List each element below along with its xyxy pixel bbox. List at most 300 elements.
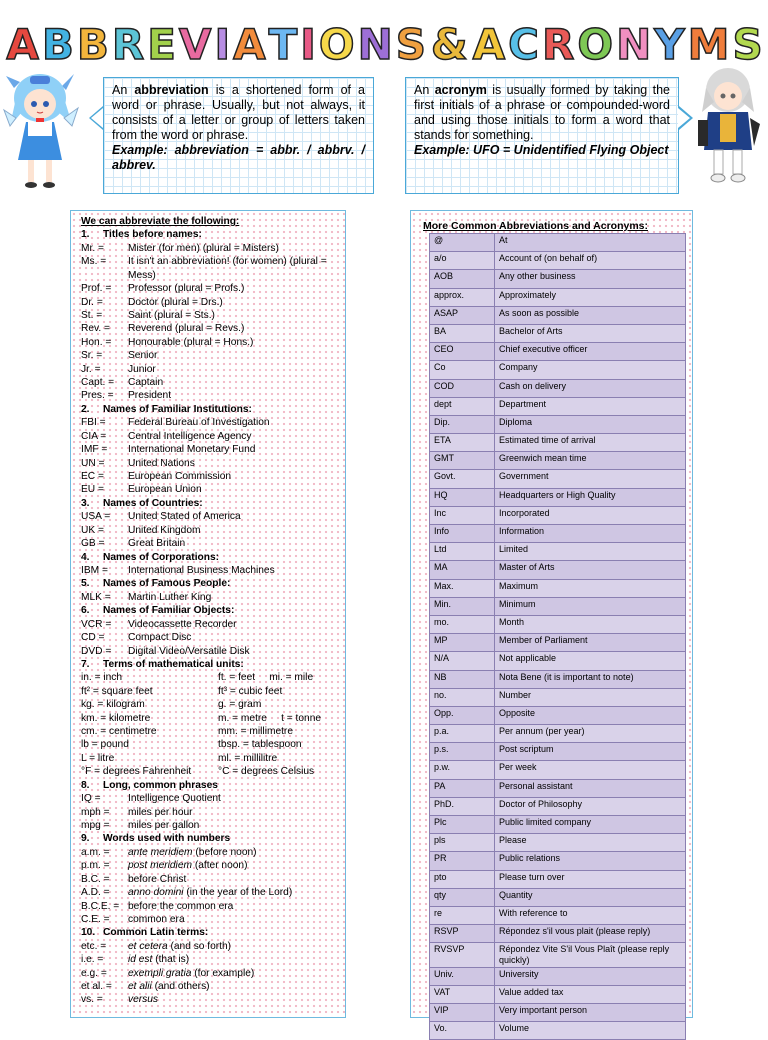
meaning-text: United Nations xyxy=(128,457,195,469)
acronym-pre: An xyxy=(414,83,435,97)
list-item xyxy=(81,980,345,993)
list-item xyxy=(81,806,345,819)
abbreviation-meaning xyxy=(128,309,333,322)
abbreviation-term: VCR = xyxy=(81,618,112,630)
list-item xyxy=(81,819,345,832)
table-meaning: Greenwich mean time xyxy=(495,452,686,470)
abbreviation-term: Capt. = xyxy=(81,377,115,389)
page-title xyxy=(6,18,764,70)
unit-item: kg. = kilogram xyxy=(81,699,145,711)
table-meaning: Public limited company xyxy=(495,816,686,834)
table-meaning: Very important person xyxy=(495,1003,686,1021)
abbreviation-term: B.C.E. = xyxy=(81,900,120,912)
abbreviation-meaning xyxy=(128,913,333,926)
table-abbreviation: pto xyxy=(430,870,495,888)
table-meaning: Doctor of Philosophy xyxy=(495,797,686,815)
section-title: Terms of mathematical units: xyxy=(103,658,244,670)
title-letter: O xyxy=(318,19,356,69)
meaning-text: (that is) xyxy=(152,954,190,966)
abbreviation-term: etc. = xyxy=(81,940,107,952)
unit-pair-row xyxy=(81,752,345,765)
table-abbreviation: CEO xyxy=(430,343,495,361)
meaning-text: Captain xyxy=(128,377,164,389)
meaning-text: (before noon) xyxy=(192,846,257,858)
meaning-text: International Monetary Fund xyxy=(128,444,256,456)
abbreviation-meaning xyxy=(128,296,333,309)
abbreviation-example: Example: abbreviation = abbr. / abbrv. / abbrev. xyxy=(112,143,365,172)
acronym-definition-box xyxy=(405,77,679,194)
unit-pair-row xyxy=(81,712,345,725)
table-abbreviation: BA xyxy=(430,324,495,342)
table-meaning: Cash on delivery xyxy=(495,379,686,397)
unit-pair-row xyxy=(81,725,345,738)
abbreviation-term: Mr. = xyxy=(81,242,104,254)
abbreviation-meaning xyxy=(128,457,333,470)
section-number: 6. xyxy=(81,605,90,617)
table-abbreviation: MP xyxy=(430,634,495,652)
list-item xyxy=(81,309,345,322)
section-number: 5. xyxy=(81,578,90,590)
latin-phrase: anno domini xyxy=(128,887,184,899)
latin-phrase: ante meridiem xyxy=(128,846,193,858)
table-meaning: Month xyxy=(495,615,686,633)
table-meaning: Any other business xyxy=(495,270,686,288)
table-meaning: Value added tax xyxy=(495,985,686,1003)
table-row xyxy=(430,779,686,797)
meaning-text: United Kingdom xyxy=(128,524,201,536)
abbreviation-term: a.m. = xyxy=(81,846,110,858)
list-item xyxy=(81,510,345,523)
abbreviation-term: GB = xyxy=(81,538,105,550)
title-letter: I xyxy=(214,19,232,69)
table-row xyxy=(430,761,686,779)
abbreviation-meaning xyxy=(128,819,333,832)
list-item xyxy=(81,940,345,953)
table-abbreviation: Ltd xyxy=(430,543,495,561)
table-meaning: Nota Bene (it is important to note) xyxy=(495,670,686,688)
abbreviation-term: Ms. = xyxy=(81,256,107,268)
acronym-bubble-tail-inner xyxy=(678,108,690,128)
abbreviation-meaning xyxy=(128,322,333,335)
table-meaning: Account of (on behalf of) xyxy=(495,252,686,270)
unit-item: km. = kilometre xyxy=(81,712,151,724)
table-meaning: Master of Arts xyxy=(495,561,686,579)
table-meaning: Diploma xyxy=(495,415,686,433)
list-item xyxy=(81,900,345,913)
title-letter: M xyxy=(687,19,731,69)
abbreviation-term: EU = xyxy=(81,484,104,496)
unit-pair-row xyxy=(81,685,345,698)
meaning-text: Great Britain xyxy=(128,538,186,550)
table-abbreviation: Min. xyxy=(430,597,495,615)
acronym-example: Example: UFO = Unidentified Flying Object xyxy=(414,143,669,157)
section-heading xyxy=(81,658,345,671)
unit-item: °F = degrees Fahrenheit xyxy=(81,766,192,778)
title-letter: A xyxy=(472,19,507,69)
abbreviation-categories-list xyxy=(70,210,346,1018)
table-row xyxy=(430,597,686,615)
meaning-text: President xyxy=(128,390,172,402)
latin-phrase: et alii xyxy=(128,981,152,993)
abbreviation-meaning xyxy=(128,376,333,389)
meaning-text: International Business Machines xyxy=(128,564,275,576)
list-item xyxy=(81,255,345,282)
title-letter: C xyxy=(508,19,540,69)
abbreviation-term: IMF = xyxy=(81,444,108,456)
meaning-text: (after noon) xyxy=(191,860,248,872)
meaning-text: Professor (plural = Profs.) xyxy=(128,283,245,295)
table-meaning: Approximately xyxy=(495,288,686,306)
table-abbreviation: Co xyxy=(430,361,495,379)
table-row xyxy=(430,870,686,888)
table-meaning: University xyxy=(495,967,686,985)
table-meaning: Per week xyxy=(495,761,686,779)
abbreviation-term: IBM = xyxy=(81,564,108,576)
table-meaning: Maximum xyxy=(495,579,686,597)
table-row xyxy=(430,688,686,706)
abbreviation-term: CD = xyxy=(81,632,105,644)
list-item xyxy=(81,457,345,470)
table-abbreviation: NB xyxy=(430,670,495,688)
table-row xyxy=(430,906,686,924)
abbreviation-meaning xyxy=(128,282,333,295)
meaning-text: European Commission xyxy=(128,471,232,483)
table-row xyxy=(430,397,686,415)
table-abbreviation: PhD. xyxy=(430,797,495,815)
table-abbreviation: PA xyxy=(430,779,495,797)
table-row xyxy=(430,816,686,834)
section-title: Names of Familiar Institutions: xyxy=(103,403,252,415)
table-abbreviation: GMT xyxy=(430,452,495,470)
list-heading: We can abbreviate the following: xyxy=(81,216,240,227)
list-item xyxy=(81,483,345,496)
abbreviation-term: DVD = xyxy=(81,645,112,657)
unit-item: ml. = millilitre xyxy=(218,752,278,764)
abbreviation-meaning xyxy=(128,993,333,1006)
table-row xyxy=(430,652,686,670)
meaning-text: Mister (for men) (plural = Misters) xyxy=(128,242,279,254)
table-abbreviation: Inc xyxy=(430,506,495,524)
abbreviation-meaning xyxy=(128,591,333,604)
title-letter: S xyxy=(732,19,764,69)
section-number: 8. xyxy=(81,779,90,791)
section-number: 3. xyxy=(81,497,90,509)
table-meaning: At xyxy=(495,234,686,252)
meaning-text: (for example) xyxy=(191,967,255,979)
table-abbreviation: Opp. xyxy=(430,706,495,724)
table-row xyxy=(430,888,686,906)
table-meaning: Number xyxy=(495,688,686,706)
table-row xyxy=(430,252,686,270)
table-row xyxy=(430,270,686,288)
table-meaning: Post scriptum xyxy=(495,743,686,761)
abbreviation-meaning xyxy=(128,900,333,913)
list-item xyxy=(81,886,345,899)
acronym-keyword: acronym xyxy=(434,83,487,97)
latin-phrase: et cetera xyxy=(128,940,168,952)
meaning-text: Honourable (plural = Hons.) xyxy=(128,336,254,348)
table-meaning: Please turn over xyxy=(495,870,686,888)
table-meaning: With reference to xyxy=(495,906,686,924)
meaning-text: Saint (plural = Sts.) xyxy=(128,309,215,321)
abbreviation-term: e.g. = xyxy=(81,967,107,979)
abbreviation-meaning xyxy=(128,443,333,456)
table-row xyxy=(430,361,686,379)
list-item xyxy=(81,967,345,980)
table-abbreviation: Plc xyxy=(430,816,495,834)
section-heading xyxy=(81,779,345,792)
title-letter: B xyxy=(76,19,110,69)
meaning-text: European Union xyxy=(128,484,202,496)
table-meaning: Government xyxy=(495,470,686,488)
list-item xyxy=(81,537,345,550)
abbreviation-term: B.C. = xyxy=(81,873,110,885)
table-row xyxy=(430,725,686,743)
table-row xyxy=(430,852,686,870)
table-abbreviation: RSVP xyxy=(430,925,495,943)
common-abbreviations-panel xyxy=(410,210,693,1034)
table-meaning: Information xyxy=(495,525,686,543)
section-title: Names of Countries: xyxy=(103,497,203,509)
table-abbreviation: PR xyxy=(430,852,495,870)
abbreviation-pre: An xyxy=(112,83,135,97)
table-abbreviation: ASAP xyxy=(430,306,495,324)
table-abbreviation: @ xyxy=(430,234,495,252)
meaning-text: Compact Disc xyxy=(128,632,192,644)
unit-pair-row xyxy=(81,698,345,711)
list-item xyxy=(81,443,345,456)
abbreviation-term: USA = xyxy=(81,511,111,523)
abbreviation-term: MLK = xyxy=(81,591,111,603)
latin-phrase: exempli gratia xyxy=(128,967,192,979)
abbreviation-text: is a shortened form of a word or phrase. Usually, but not always, it consists of a letter or group of letters taken from the word or phrase. xyxy=(112,83,365,142)
abbreviation-keyword: abbreviation xyxy=(134,83,209,97)
abbreviation-meaning xyxy=(128,389,333,402)
abbreviation-meaning xyxy=(128,618,333,631)
table-meaning: Per annum (per year) xyxy=(495,725,686,743)
meaning-text: United Stated of America xyxy=(128,511,241,523)
meaning-text: common era xyxy=(128,913,185,925)
abbreviation-meaning xyxy=(128,564,333,577)
abbreviation-term: UK = xyxy=(81,524,104,536)
abbreviation-term: mph = xyxy=(81,806,110,818)
table-meaning: As soon as possible xyxy=(495,306,686,324)
table-abbreviation: approx. xyxy=(430,288,495,306)
list-item xyxy=(81,336,345,349)
list-item xyxy=(81,953,345,966)
table-abbreviation: Max. xyxy=(430,579,495,597)
list-item xyxy=(81,873,345,886)
common-abbreviations-title: More Common Abbreviations and Acronyms: xyxy=(423,220,649,232)
section-heading xyxy=(81,228,345,241)
table-abbreviation: AOB xyxy=(430,270,495,288)
table-meaning: Volume xyxy=(495,1022,686,1040)
latin-phrase: post meridiem xyxy=(128,860,192,872)
table-row xyxy=(430,834,686,852)
list-item xyxy=(81,363,345,376)
abbreviation-term: Hon. = xyxy=(81,336,112,348)
abbreviation-term: vs. = xyxy=(81,994,103,1006)
section-title: Names of Famous People: xyxy=(103,578,231,590)
title-letter: A xyxy=(6,19,40,69)
table-abbreviation: Univ. xyxy=(430,967,495,985)
table-row xyxy=(430,234,686,252)
title-letter: V xyxy=(178,19,213,69)
meaning-text: Doctor (plural = Drs.) xyxy=(128,296,223,308)
anime-girl-illustration xyxy=(2,68,80,196)
table-abbreviation: RVSVP xyxy=(430,943,495,967)
table-abbreviation: re xyxy=(430,906,495,924)
table-meaning: Please xyxy=(495,834,686,852)
table-abbreviation: VIP xyxy=(430,1003,495,1021)
table-row xyxy=(430,743,686,761)
abbreviation-meaning xyxy=(128,363,333,376)
section-heading xyxy=(81,926,345,939)
unit-item: ft³ = cubic feet xyxy=(218,685,283,697)
table-meaning: Minimum xyxy=(495,597,686,615)
unit-item: in. = inch xyxy=(81,672,123,684)
abbreviation-meaning xyxy=(128,349,333,362)
list-item xyxy=(81,631,345,644)
list-item xyxy=(81,322,345,335)
meaning-text: (and others) xyxy=(151,981,210,993)
title-letter: Y xyxy=(654,19,686,69)
table-row xyxy=(430,706,686,724)
abbreviation-meaning xyxy=(128,470,333,483)
table-abbreviation: mo. xyxy=(430,615,495,633)
meaning-text: Martin Luther King xyxy=(128,591,212,603)
table-meaning: Department xyxy=(495,397,686,415)
unit-item: cm. = centimetre xyxy=(81,726,157,738)
meaning-text: It isn't an abbreviation! (for women) (plural = Mess) xyxy=(128,256,327,281)
table-row xyxy=(430,797,686,815)
list-item xyxy=(81,376,345,389)
list-item xyxy=(81,470,345,483)
meaning-text: Junior xyxy=(128,363,156,375)
table-row xyxy=(430,670,686,688)
abbreviation-meaning xyxy=(128,873,333,886)
section-heading xyxy=(81,551,345,564)
list-item xyxy=(81,296,345,309)
table-row xyxy=(430,943,686,967)
abbreviation-meaning xyxy=(128,336,333,349)
table-row xyxy=(430,434,686,452)
section-title: Names of Familiar Objects: xyxy=(103,605,235,617)
table-meaning: Chief executive officer xyxy=(495,343,686,361)
title-letter: S xyxy=(395,19,428,69)
unit-item: g. = gram xyxy=(218,699,262,711)
list-item xyxy=(81,792,345,805)
table-meaning: Company xyxy=(495,361,686,379)
title-letter: O xyxy=(577,19,615,69)
title-letter: A xyxy=(233,19,267,69)
list-item xyxy=(81,913,345,926)
meaning-text: Senior xyxy=(128,350,158,362)
abbreviation-term: A.D. = xyxy=(81,887,110,899)
acronym-text: is usually formed by taking the first initials of a phrase or compounded-word and using those initials to form a word that stands for something. xyxy=(414,83,670,142)
section-title: Common Latin terms: xyxy=(103,927,209,939)
table-meaning: Personal assistant xyxy=(495,779,686,797)
table-row xyxy=(430,288,686,306)
table-row xyxy=(430,579,686,597)
table-row xyxy=(430,488,686,506)
meaning-text: before the common era xyxy=(128,900,234,912)
table-meaning: Incorporated xyxy=(495,506,686,524)
abbreviation-meaning xyxy=(128,980,333,993)
title-letter: & xyxy=(431,19,469,69)
table-row xyxy=(430,379,686,397)
abbreviation-term: Pres. = xyxy=(81,390,114,402)
unit-item: ft² = square feet xyxy=(81,685,153,697)
abbreviation-bubble-tail-inner xyxy=(91,108,103,128)
unit-item: tbsp. = tablespoon xyxy=(218,739,302,751)
table-row xyxy=(430,1003,686,1021)
abbreviation-meaning xyxy=(128,792,333,805)
title-letter: N xyxy=(616,19,653,69)
table-meaning: Public relations xyxy=(495,852,686,870)
title-letter: N xyxy=(357,19,394,69)
list-item xyxy=(81,430,345,443)
section-number: 9. xyxy=(81,833,90,845)
table-row xyxy=(430,634,686,652)
table-abbreviation: Dip. xyxy=(430,415,495,433)
abbreviation-meaning xyxy=(128,967,333,980)
abbreviation-meaning xyxy=(128,846,333,859)
abbreviation-term: Sr. = xyxy=(81,350,103,362)
abbreviation-term: UN = xyxy=(81,457,105,469)
abbreviation-term: i.e. = xyxy=(81,954,104,966)
table-meaning: Estimated time of arrival xyxy=(495,434,686,452)
abbreviation-meaning xyxy=(128,524,333,537)
list-item xyxy=(81,282,345,295)
abbreviation-term: Dr. = xyxy=(81,296,103,308)
section-number: 10. xyxy=(81,927,96,939)
table-row xyxy=(430,967,686,985)
abbreviations-table xyxy=(429,233,686,1040)
section-number: 7. xyxy=(81,658,90,670)
section-number: 2. xyxy=(81,403,90,415)
table-abbreviation: qty xyxy=(430,888,495,906)
table-meaning: Répondez Vite S'il Vous Plaît (please reply quickly) xyxy=(495,943,686,967)
table-meaning: Headquarters or High Quality xyxy=(495,488,686,506)
latin-phrase: id est xyxy=(128,954,153,966)
list-item xyxy=(81,564,345,577)
section-heading xyxy=(81,832,345,845)
table-abbreviation: p.s. xyxy=(430,743,495,761)
meaning-text: (in the year of the Lord) xyxy=(183,887,293,899)
table-row xyxy=(430,343,686,361)
table-row xyxy=(430,452,686,470)
list-item xyxy=(81,349,345,362)
section-heading xyxy=(81,403,345,416)
table-row xyxy=(430,925,686,943)
table-row xyxy=(430,525,686,543)
meaning-text: before Christ xyxy=(128,873,187,885)
abbreviation-meaning xyxy=(128,255,333,282)
table-meaning: Bachelor of Arts xyxy=(495,324,686,342)
unit-item: m. = metre t = tonne xyxy=(218,712,322,724)
latin-phrase: versus xyxy=(128,994,159,1006)
section-heading xyxy=(81,577,345,590)
table-abbreviation: COD xyxy=(430,379,495,397)
meaning-text: Digital Video/Versatile Disk xyxy=(128,645,250,657)
section-number: 1. xyxy=(81,229,90,241)
list-item xyxy=(81,242,345,255)
abbreviation-meaning xyxy=(128,416,333,429)
meaning-text: Reverend (plural = Revs.) xyxy=(128,323,245,335)
table-abbreviation: HQ xyxy=(430,488,495,506)
abbreviation-meaning xyxy=(128,940,333,953)
